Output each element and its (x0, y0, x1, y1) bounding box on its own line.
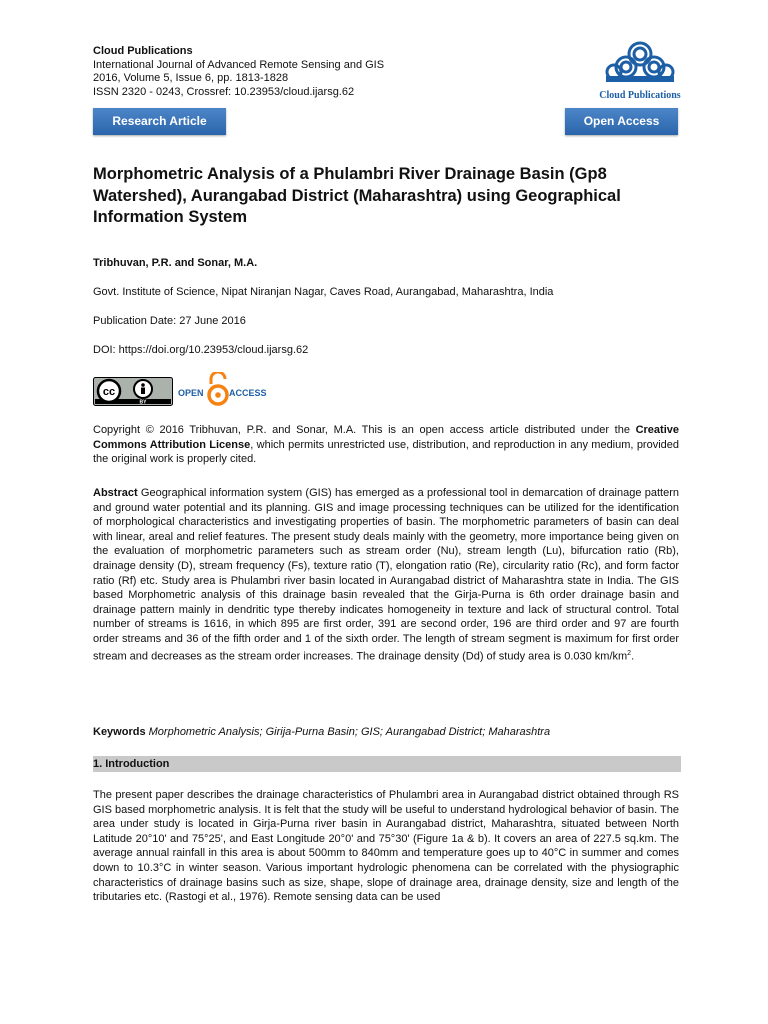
keywords-label: Keywords (93, 726, 146, 738)
cloud-logo-icon (596, 40, 684, 84)
paper-title: Morphometric Analysis of a Phulambri River Drainage Basin (Gp8 Watershed), Aurangabad District (Maharashtra) using Geographical Information System (93, 165, 621, 226)
abstract (93, 486, 679, 664)
open-access-tag: Open Access (565, 108, 678, 135)
logo-text: Cloud Publications (599, 90, 681, 101)
keywords (93, 726, 679, 738)
copyright-notice (93, 423, 679, 467)
authors: Tribhuvan, P.R. and Sonar, M.A. (93, 257, 258, 269)
oa-access-text: ACCESS (229, 388, 267, 398)
open-lock-icon (209, 372, 227, 404)
publication-date: Publication Date: 27 June 2016 (93, 315, 246, 327)
open-access-logo (178, 372, 270, 408)
journal-name: International Journal of Advanced Remote Sensing and GIS (93, 58, 385, 71)
copyright-text-end: , which permits unrestricted use, distribution, and reproduction in any medium, provided the original work is properly cited. (93, 438, 680, 465)
introduction-paragraph: The present paper describes the drainage characteristics of Phulambri area in Aurangabad district obtained through RS GIS based morphometric analysis. It is felt that the study will be useful to understand hydrological behavior of basin. The area under study is located in Girja-Purna river basin in Aurangabad district, Maharashtra, situated between North Latitude 20°10' and 75°25', and East Longitude 20°0' and 75°30' (Figure 1a & b). It covers an area of 227.5 sq.km. The average annual rainfall in this area is about 500mm to 840mm and temperature goes up to 40°C in summer and comes down to 10.3°C in winter season. Various important hydrologic phenomena can be correlated with the physiographic characteristics of drainage basins such as size, shape, slope of drainage area, drainage density, size and length of the tributaries etc. (Rastogi et al., 1976). Remote sensing data can be used (93, 789, 679, 904)
cloud-publications-logo (596, 40, 684, 100)
oa-open-text: OPEN (178, 388, 204, 398)
keywords-text: Morphometric Analysis; Girija-Purna Basin; GIS; Aurangabad District; Maharashtra (145, 726, 551, 738)
publisher-name: Cloud Publications (93, 45, 193, 57)
abstract-text: Geographical information system (GIS) has emerged as a professional tool in demarcation of drainage pattern and ground water potential and its planning. GIS and image processing techniques can be utilized for the identification of morphological characteristics and investigating properties of basin. The morphometric parameters of basin can deal with linear, areal and relief features. The present study deals mainly with the geometry, more importance being given on the evaluation of morphometric parameters such as stream order (Nu), stream length (Lu), bifurcation ratio (Rb), drainage density (D), stream frequency (Fs), texture ratio (T), elongation ratio (Re), circularity ratio (Rc), and form factor ratio (Rf) etc. Study area is Phulambri river basin located in Aurangabad district of Maharashtra state in India. The GIS based Morphometric analysis of this drainage basin revealed that the Girja-Purna is 6th order drainage basin and drainage pattern mainly in dendritic type thereby indicates homogeneity in texture and lack of structural control. Total number of streams is 1616, in which 895 are first order, 391 are second order, 196 are third order and 97 are fourth order streams and 36 of the fifth order and 1 of the sixth order. The length of stream segment is maximum for first order stream and decreases as the stream order increases. The drainage density (Dd) of study area is 0.030 km/km (93, 487, 679, 663)
copyright-text: Copyright © 2016 Tribhuvan, P.R. and Sonar, M.A. This is an open access article distributed under the (93, 424, 636, 436)
journal-issn: ISSN 2320 - 0243, Crossref: 10.23953/cloud.ijarsg.62 (93, 85, 355, 98)
license-link[interactable]: Creative Commons Attribution License (93, 424, 679, 451)
affiliation: Govt. Institute of Science, Nipat Niranjan Nagar, Caves Road, Aurangabad, Maharashtra, India (93, 286, 554, 298)
abstract-label: Abstract (93, 487, 138, 499)
doi-link[interactable]: DOI: https://doi.org/10.23953/cloud.ijarsg.62 (93, 344, 309, 356)
cc-by-badge[interactable] (93, 377, 173, 406)
abstract-superscript: 2 (627, 649, 632, 657)
cc-by-label: BY (139, 399, 147, 406)
journal-issue: 2016, Volume 5, Issue 6, pp. 1813-1828 (93, 72, 289, 84)
journal-header (93, 45, 384, 99)
section-heading-introduction (93, 756, 681, 772)
abstract-end: . (631, 650, 635, 663)
svg-text:cc: cc (102, 386, 116, 398)
research-article-tag: Research Article (93, 108, 226, 135)
section-heading-text: 1. Introduction (93, 758, 170, 770)
